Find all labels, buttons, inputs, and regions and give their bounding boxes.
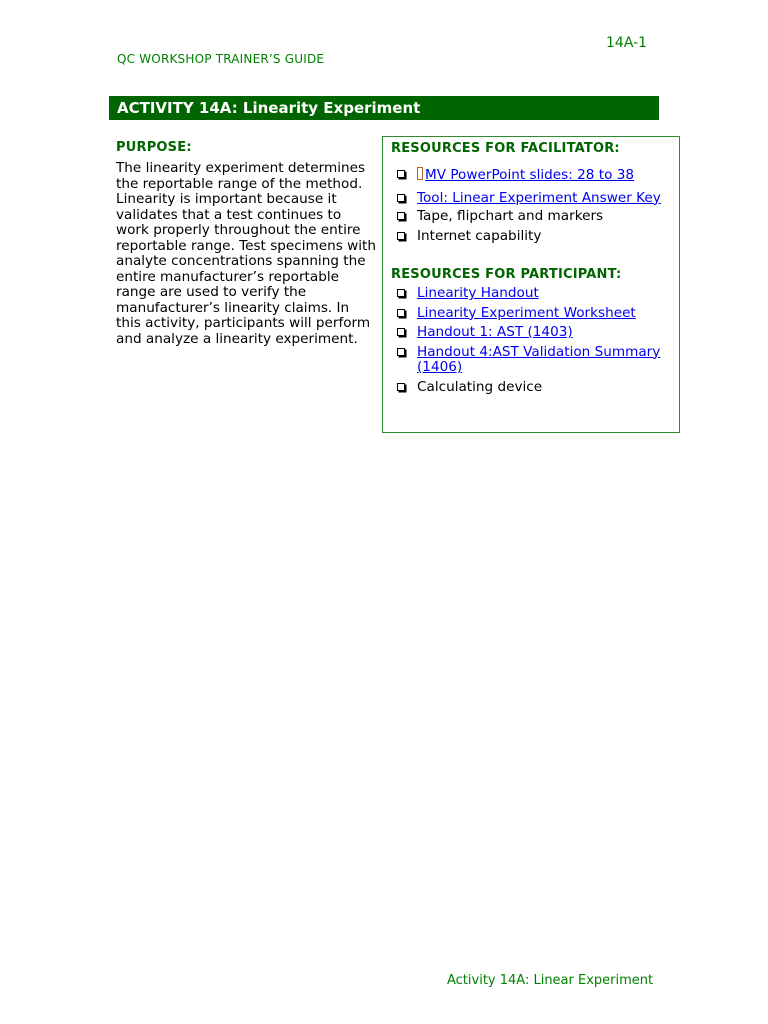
page-number: 14A-1 (606, 35, 648, 51)
participant-resource-item (391, 380, 671, 396)
powerpoint-icon (417, 167, 423, 180)
activity-title-bar (109, 96, 659, 120)
participant-resource-item (391, 345, 671, 376)
facilitator-resource-label: Internet capability (417, 227, 542, 244)
handout-1-ast-link[interactable]: Handout 1: AST (1403) (417, 324, 573, 340)
handout-4-validation-summary-link[interactable]: Handout 4:AST Validation Summary (1406) (417, 343, 661, 375)
participant-resource-item (391, 306, 671, 322)
checkbox-bullet-icon (397, 348, 405, 356)
linearity-worksheet-link[interactable]: Linearity Experiment Worksheet (417, 304, 636, 321)
powerpoint-slides-link-label: MV PowerPoint slides: 28 to 38 (425, 167, 635, 183)
facilitator-resource-item (391, 209, 671, 225)
purpose-text: The linearity experiment determines the reportable range of the method. Linearity is important because it validates that a test continues to work properly throughout the entire reportable range. Test specimens with analyte concentrations spanning the entire manufacturer’s reportable range are used to verify the manufacturer’s linearity claims. In this activity, participants will perform and analyze a linearity experiment. (116, 160, 376, 347)
purpose-section (116, 140, 378, 347)
facilitator-resource-label: Tape, flipchart and markers (417, 208, 604, 224)
checkbox-bullet-icon (397, 309, 405, 317)
facilitator-resource-item (391, 229, 671, 245)
answer-key-link[interactable]: Tool: Linear Experiment Answer Key (417, 189, 661, 206)
participant-resource-item (391, 325, 671, 341)
document-header-title: QC WORKSHOP TRAINER’S GUIDE (117, 52, 325, 66)
resources-box (382, 136, 680, 433)
facilitator-resource-item (391, 191, 671, 207)
checkbox-bullet-icon (397, 328, 405, 336)
checkbox-bullet-icon (397, 194, 405, 202)
participant-resources-heading: RESOURCES FOR PARTICIPANT: (391, 267, 622, 282)
activity-title: ACTIVITY 14A: Linearity Experiment (117, 99, 421, 117)
participant-resources-list (391, 286, 671, 395)
checkbox-bullet-icon (397, 232, 405, 240)
facilitator-resources-heading: RESOURCES FOR FACILITATOR: (391, 141, 620, 156)
participant-resource-item (391, 286, 671, 302)
facilitator-resources-list (391, 167, 671, 244)
document-footer: Activity 14A: Linear Experiment (447, 973, 654, 988)
linearity-handout-link[interactable]: Linearity Handout (417, 285, 539, 301)
participant-resource-label: Calculating device (417, 378, 543, 395)
checkbox-bullet-icon (397, 383, 405, 391)
facilitator-resource-item (391, 167, 671, 184)
checkbox-bullet-icon (397, 212, 405, 220)
checkbox-bullet-icon (397, 289, 405, 297)
checkbox-bullet-icon (397, 170, 405, 178)
powerpoint-slides-link[interactable] (417, 167, 634, 183)
purpose-heading: PURPOSE: (116, 140, 192, 155)
